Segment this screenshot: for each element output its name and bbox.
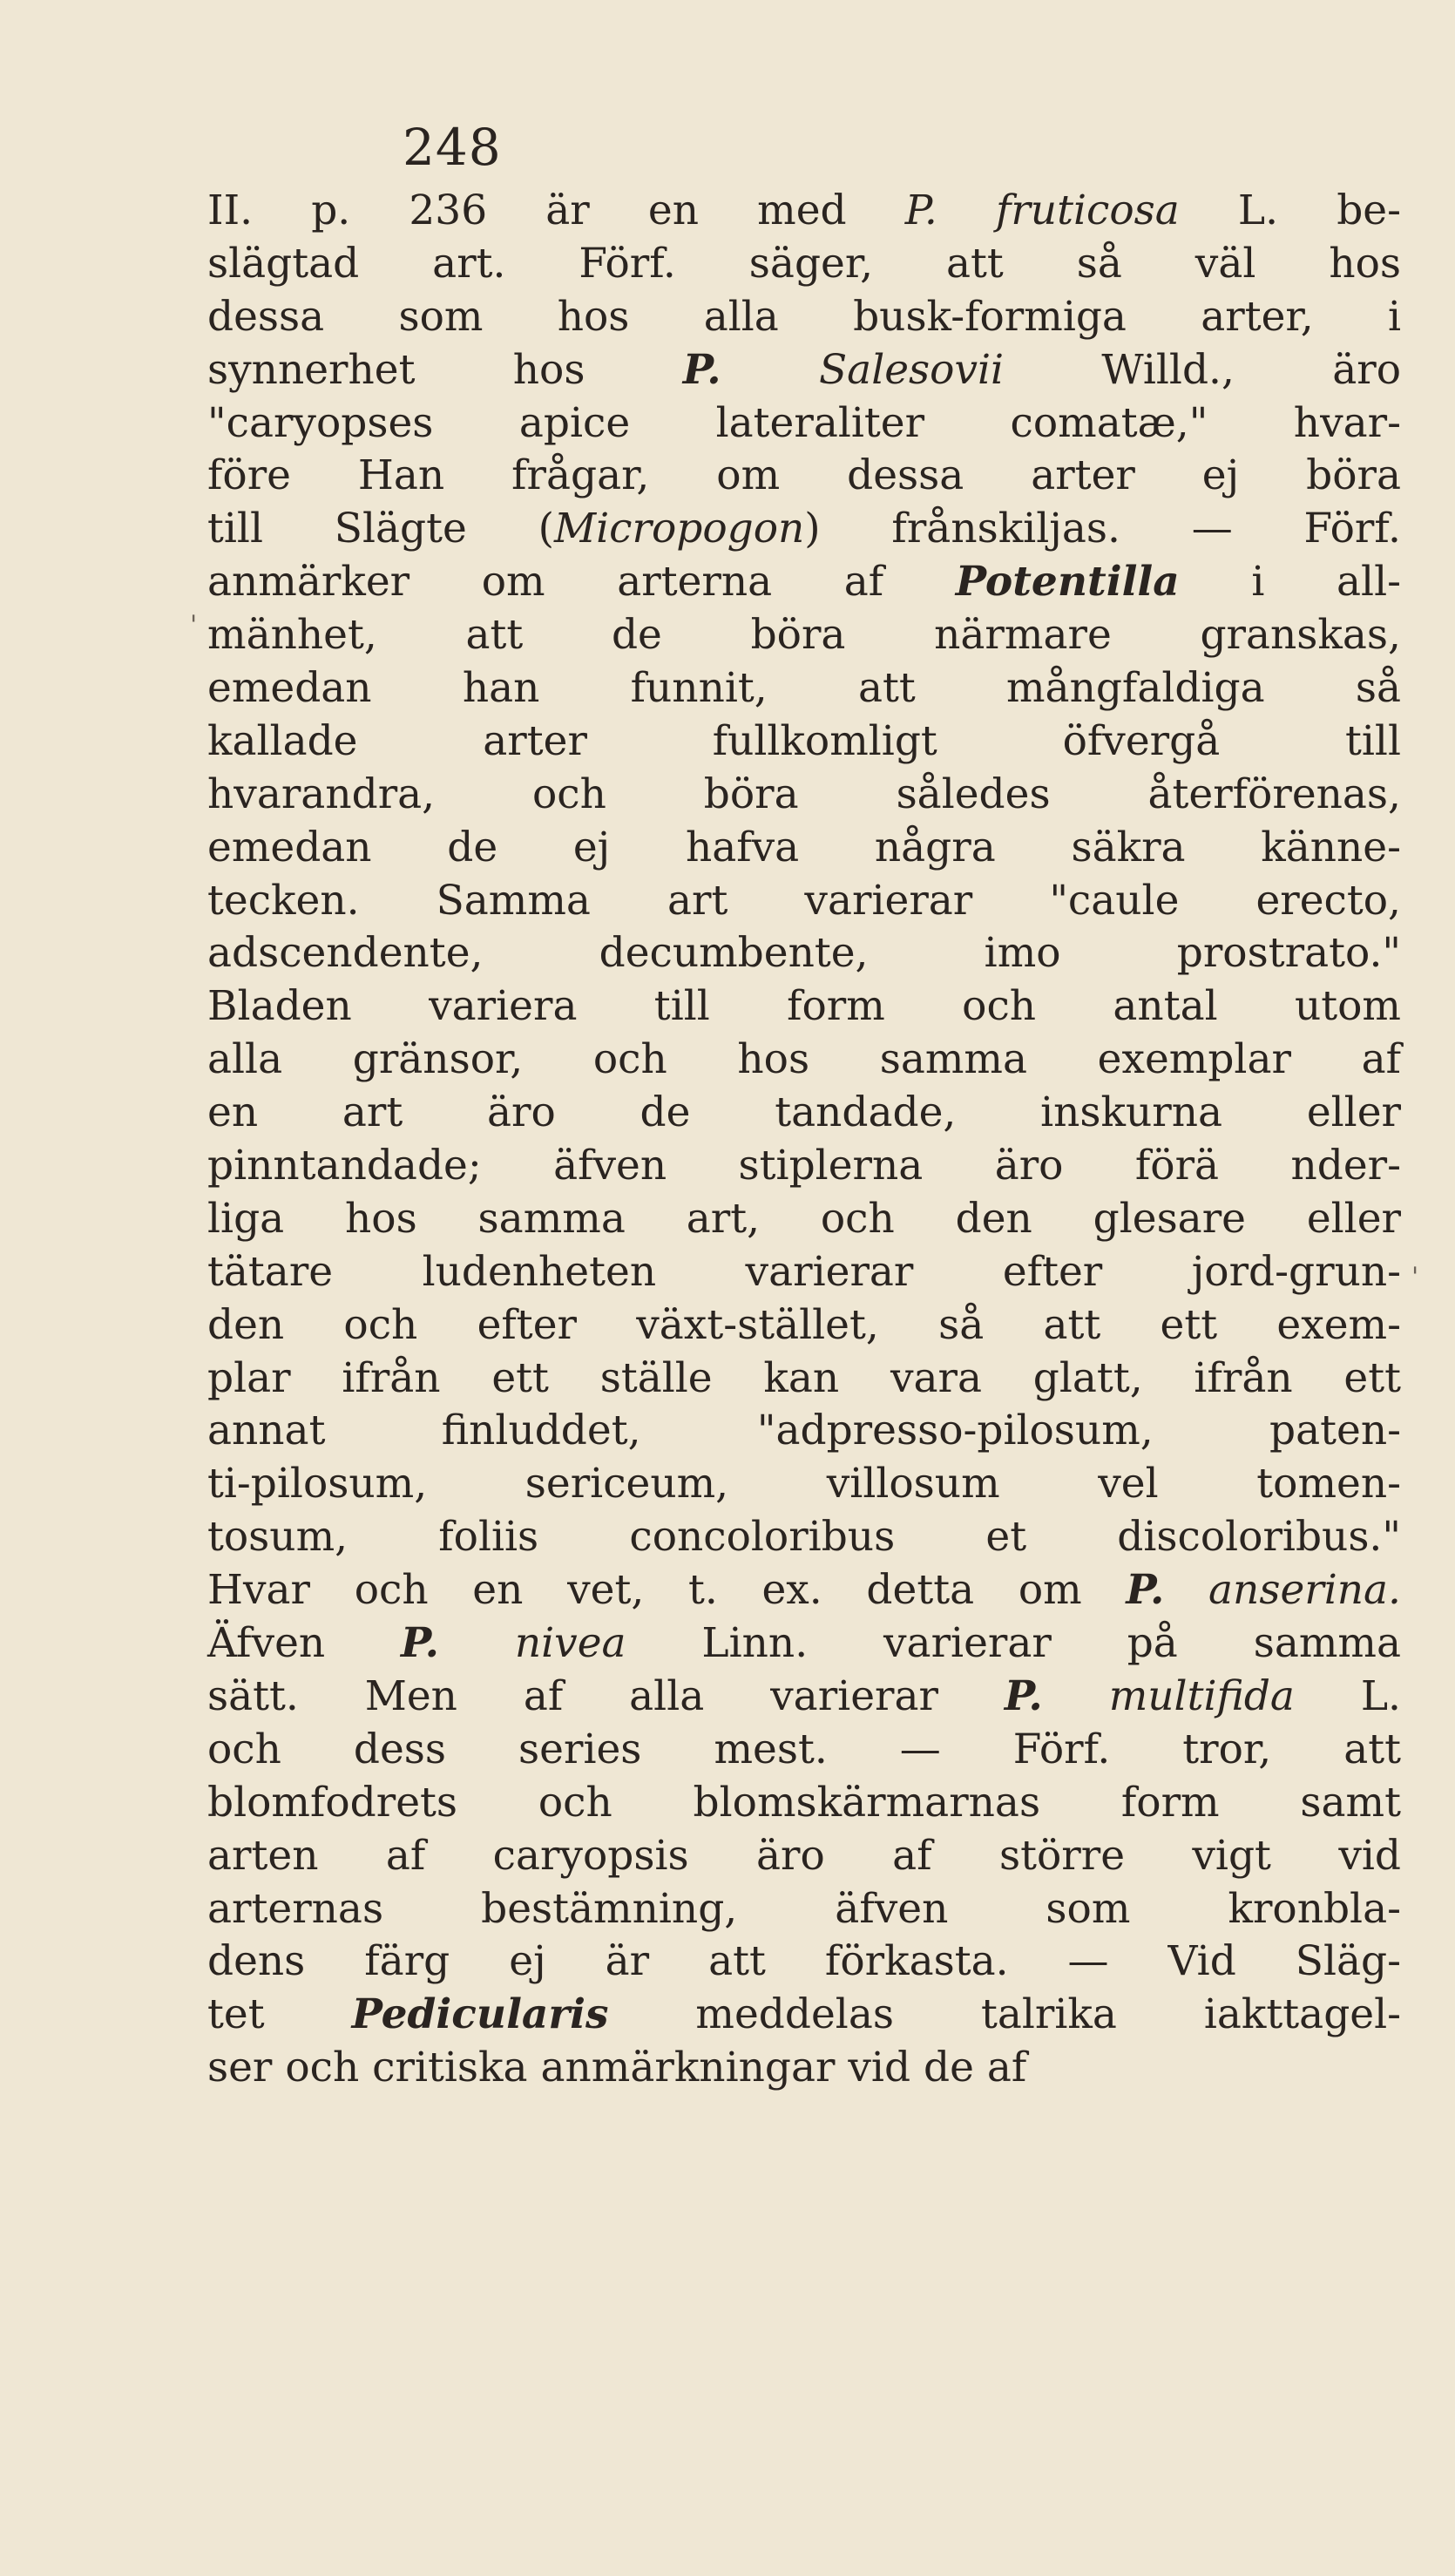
text-line	[207, 822, 1401, 875]
text-run	[1164, 1566, 1208, 1614]
text-run: tet	[207, 1990, 352, 2039]
text-run: Linn. varierar på samma	[626, 1619, 1401, 1668]
text-run: Willd., äro	[1004, 345, 1401, 394]
italic-run: nivea	[514, 1619, 626, 1668]
text-run: dens färg ej är att förkasta. — Vid Släg-	[207, 1937, 1401, 1986]
text-line	[207, 556, 1401, 609]
text-run: synnerhet hos	[207, 345, 683, 394]
text-run: ser och critiska anmärkningar vid de af	[207, 2044, 1027, 2092]
text-run: "caryopses apice lateraliter comatæ," hvar-	[207, 398, 1401, 447]
text-line	[207, 1724, 1401, 1777]
page-number: 248	[403, 118, 502, 177]
text-run: i all-	[1179, 558, 1401, 607]
text-line	[207, 1883, 1401, 1936]
italic-run: Micropogon	[554, 505, 805, 553]
bold-italic-run: Pedicularis	[351, 1990, 609, 2039]
text-line	[207, 1193, 1401, 1246]
text-line	[207, 503, 1401, 556]
text-run: till Slägte (	[207, 505, 554, 553]
text-line	[207, 1564, 1401, 1617]
text-line	[207, 344, 1401, 397]
text-line	[207, 1777, 1401, 1830]
text-run: Bladen variera till form och antal utom	[207, 982, 1401, 1031]
text-line	[207, 1140, 1401, 1193]
text-run: kallade arter fullkomligt öfvergå till	[207, 716, 1401, 765]
text-run: annat finluddet, "adpresso-pilosum, paten-	[207, 1407, 1401, 1455]
text-run: L. be-	[1179, 186, 1401, 234]
text-run: den och efter växt-stället, så att ett exem-	[207, 1300, 1401, 1349]
bold-italic-run: P.	[1126, 1566, 1165, 1615]
text-line	[207, 769, 1401, 822]
text-run: arternas bestämning, äfven som kronbla-	[207, 1884, 1401, 1933]
text-run	[439, 1619, 515, 1667]
margin-mark: '	[1411, 1262, 1419, 1292]
text-run: tosum, foliis concoloribus et discoloribus."	[207, 1513, 1401, 1562]
text-run: tecken. Samma art varierar "caule erecto,	[207, 876, 1401, 925]
text-run: och dess series mest. — Förf. tror, att	[207, 1725, 1401, 1773]
text-run: sätt. Men af alla varierar	[207, 1671, 1005, 1720]
text-run: Hvar och en vet, t. ex. detta om	[207, 1566, 1127, 1615]
text-line	[207, 1989, 1401, 2042]
text-line	[207, 1511, 1401, 1564]
text-line	[207, 450, 1401, 503]
text-line	[207, 1458, 1401, 1511]
text-line	[207, 397, 1401, 451]
text-line	[207, 1830, 1401, 1883]
text-run: alla gränsor, och hos samma exemplar af	[207, 1035, 1401, 1084]
text-run: Äfven	[207, 1619, 402, 1668]
text-run: meddelas talrika iakttagel-	[608, 1990, 1402, 2039]
italic-run: anserina.	[1208, 1566, 1401, 1615]
text-run: en art äro de tandade, inskurna eller	[207, 1088, 1401, 1137]
text-run	[1043, 1672, 1109, 1720]
text-run: slägtad art. Förf. säger, att så väl hos	[207, 239, 1401, 288]
text-run	[721, 346, 819, 394]
text-line	[207, 980, 1401, 1034]
text-line	[207, 238, 1401, 291]
text-line	[207, 715, 1401, 769]
text-line	[207, 1671, 1401, 1724]
bold-italic-run: P.	[682, 345, 721, 394]
text-run: liga hos samma art, och den glesare eller	[207, 1194, 1401, 1243]
text-run: ) frånskiljas. — Förf.	[804, 505, 1401, 553]
text-line	[207, 1034, 1401, 1087]
text-line	[207, 2042, 1401, 2095]
text-run: pinntandade; äfven stiplerna äro förä nder-	[207, 1142, 1401, 1190]
text-line	[207, 875, 1401, 928]
text-run: mänhet, att de böra närmare granskas,	[207, 611, 1401, 660]
text-run: L.	[1294, 1671, 1401, 1720]
text-line	[207, 1352, 1401, 1406]
text-run: hvarandra, och böra således återförenas,	[207, 769, 1401, 818]
text-line	[207, 1087, 1401, 1140]
text-line	[207, 1617, 1401, 1671]
text-line	[207, 927, 1401, 980]
text-line	[207, 185, 1401, 238]
text-run: blomfodrets och blomskärmarnas form samt	[207, 1778, 1401, 1827]
italic-run: P. fruticosa	[904, 186, 1180, 234]
bold-italic-run: Potentilla	[955, 558, 1180, 607]
text-line	[207, 1299, 1401, 1352]
text-line	[207, 609, 1401, 662]
text-run: dessa som hos alla busk-formiga arter, i	[207, 292, 1401, 341]
italic-run: multifida	[1108, 1671, 1295, 1720]
text-line	[207, 291, 1401, 344]
text-run: adscendente, decumbente, imo prostrato."	[207, 929, 1401, 978]
text-line	[207, 1405, 1401, 1458]
bold-italic-run: P.	[1004, 1671, 1043, 1720]
text-run: arten af caryopsis äro af större vigt vid	[207, 1831, 1401, 1880]
text-run: plar ifrån ett ställe kan vara glatt, ifrån ett	[207, 1353, 1401, 1402]
text-line	[207, 1246, 1401, 1299]
text-line	[207, 662, 1401, 715]
text-run: emedan han funnit, att mångfaldiga så	[207, 664, 1401, 713]
text-run: tätare ludenheten varierar efter jord-grun-	[207, 1247, 1401, 1296]
margin-mark: '	[190, 610, 198, 641]
text-run: emedan de ej hafva några säkra känne-	[207, 823, 1401, 871]
text-run: före Han frågar, om dessa arter ej böra	[207, 451, 1401, 500]
text-line	[207, 1935, 1401, 1989]
text-run: II. p. 236 är en med	[207, 186, 905, 234]
text-run: ti-pilosum, sericeum, villosum vel tomen-	[207, 1460, 1401, 1508]
text-run: anmärker om arterna af	[207, 558, 956, 607]
bold-italic-run: P.	[401, 1619, 439, 1668]
italic-run: Salesovii	[818, 345, 1005, 394]
body-text	[207, 185, 1401, 2095]
